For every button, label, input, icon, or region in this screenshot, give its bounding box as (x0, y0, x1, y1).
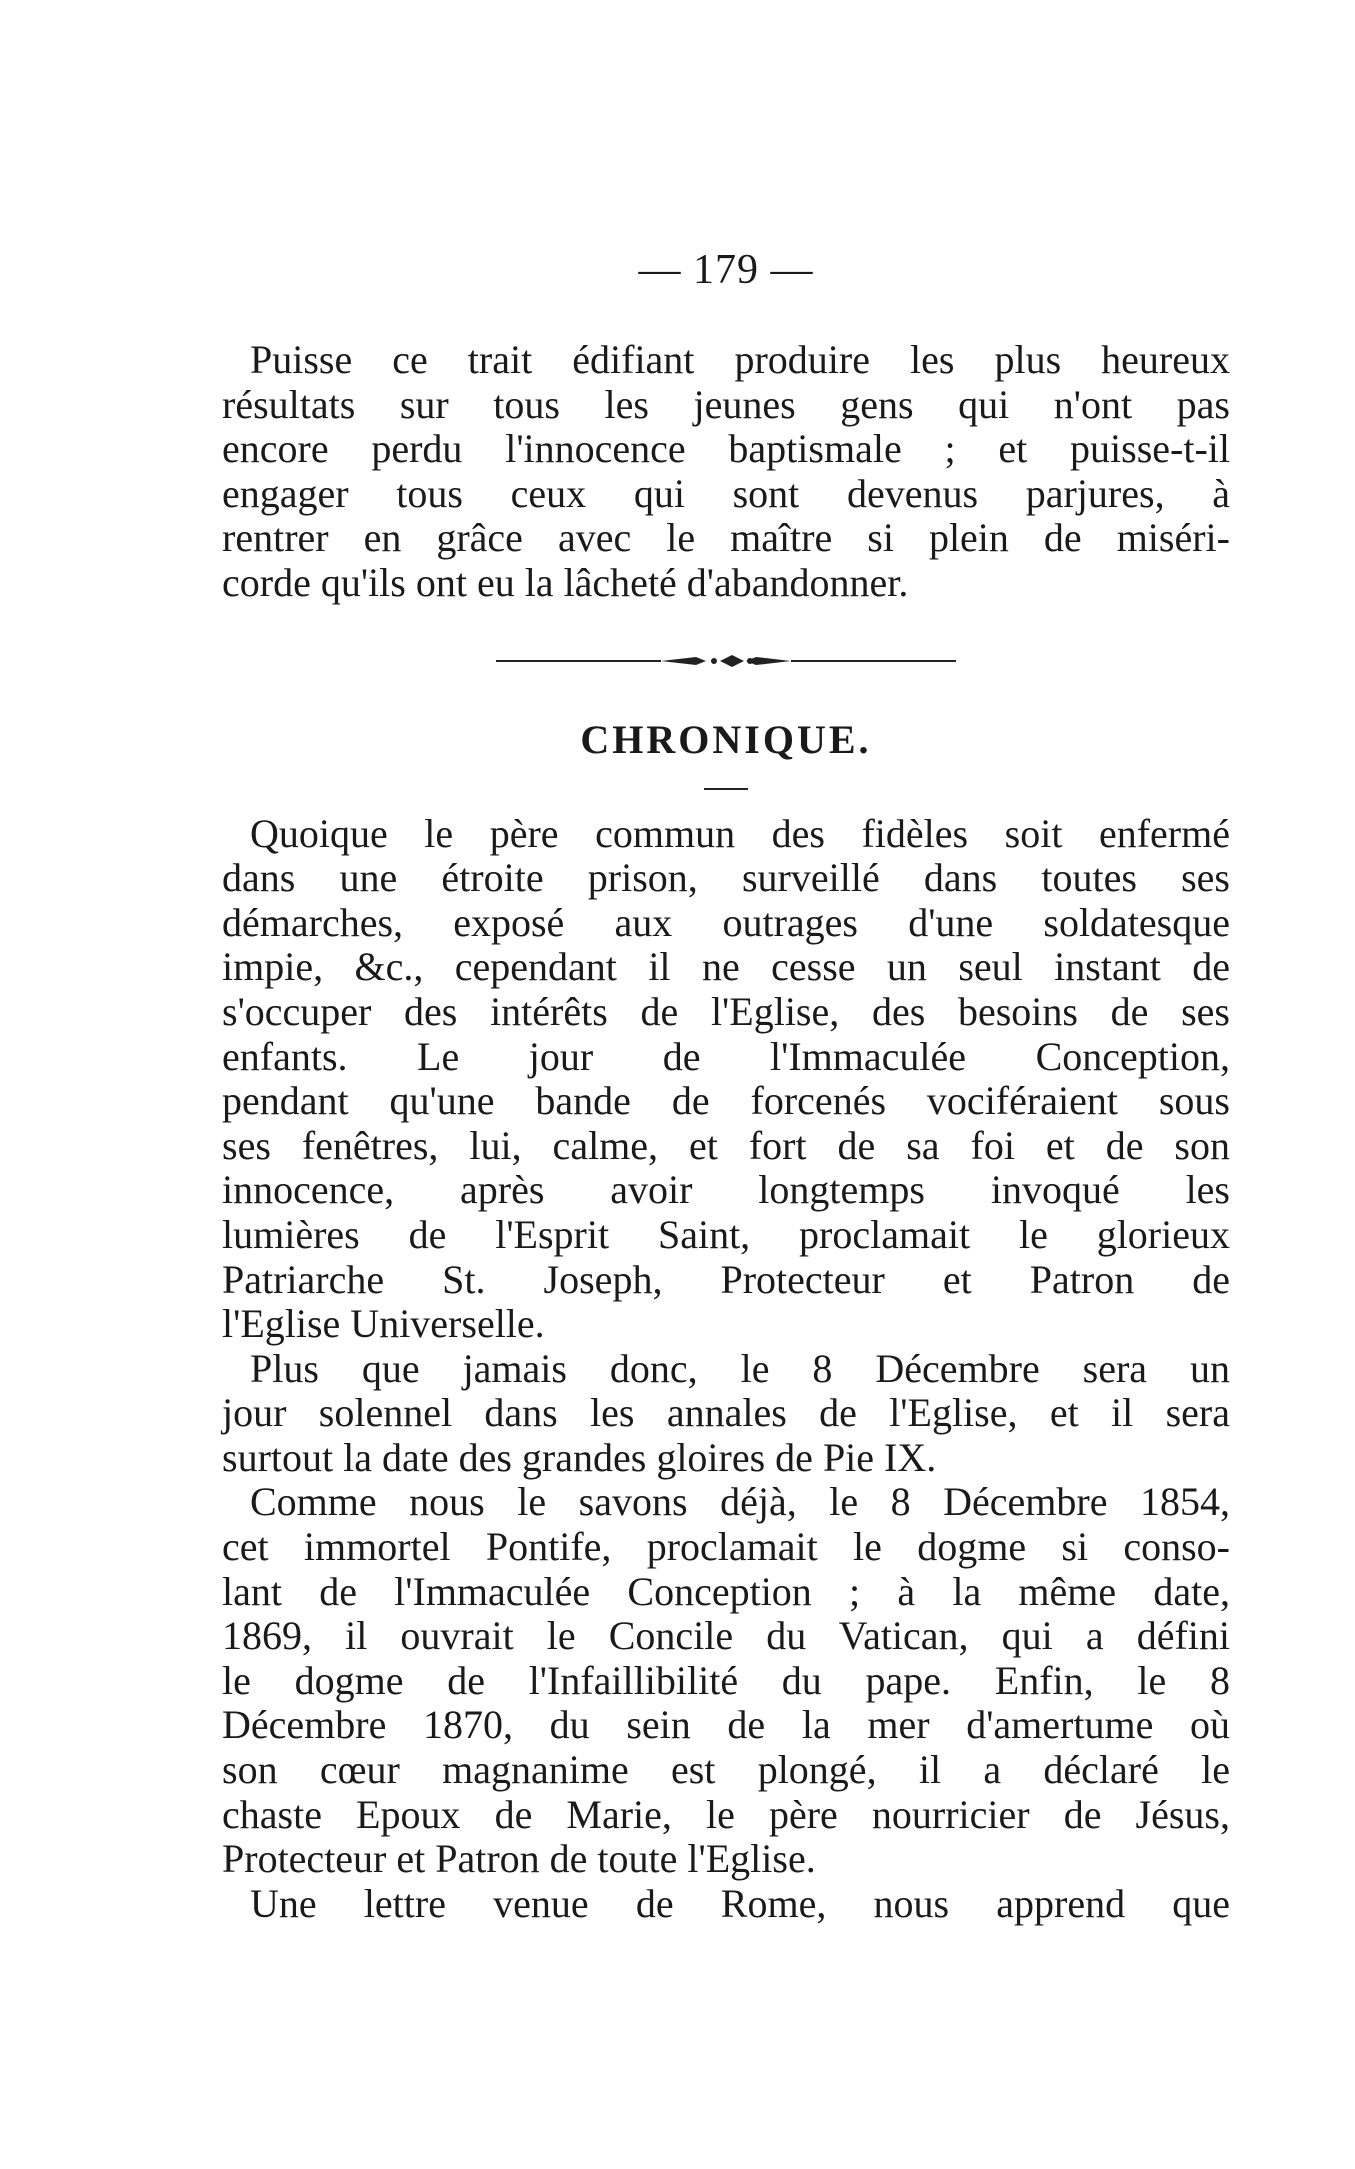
text-line: chaste Epoux de Marie, le père nourricier de Jésus, (222, 1791, 1230, 1837)
chronique-paragraph-1 (222, 812, 1230, 1347)
text-line: ses fenêtres, lui, calme, et fort de sa foi et de son (222, 1122, 1230, 1168)
page-number: — 179 — (638, 247, 814, 293)
text-line: Plus que jamais donc, le 8 Décembre sera un (250, 1345, 1230, 1391)
text-line: surtout la date des grandes gloires de Pie IX. (222, 1434, 937, 1480)
text-line: démarches, exposé aux outrages d'une soldatesque (222, 899, 1230, 945)
text-line: 1869, il ouvrait le Concile du Vatican, qui a défini (222, 1613, 1230, 1659)
chronique-paragraph-3 (222, 1480, 1230, 1881)
decorative-rule-ornament (496, 646, 956, 676)
text-line: s'occuper des intérêts de l'Eglise, des besoins de ses (222, 988, 1230, 1034)
section-title: CHRONIQUE. (580, 716, 872, 762)
text-line: cet immortel Pontife, proclamait le dogme si conso- (222, 1524, 1230, 1570)
document-page (222, 240, 1230, 1926)
text-line: l'Eglise Universelle. (222, 1301, 545, 1347)
text-line: Une lettre venue de Rome, nous apprend que (250, 1880, 1230, 1926)
text-line: Protecteur et Patron de toute l'Eglise. (222, 1836, 816, 1882)
text-line: Patriarche St. Joseph, Protecteur et Patron de (222, 1256, 1230, 1302)
text-line: engager tous ceux qui sont devenus parjures, à (222, 470, 1230, 516)
short-divider (704, 788, 748, 790)
text-line: Comme nous le savons déjà, le 8 Décembre 1854, (250, 1479, 1230, 1525)
text-line: enfants. Le jour de l'Immaculée Conception, (222, 1033, 1230, 1079)
chronique-paragraph-2 (222, 1347, 1230, 1481)
text-line: Puisse ce trait édifiant produire les plus heureux (250, 337, 1230, 382)
text-line: encore perdu l'innocence baptismale ; et puisse-t-il (222, 426, 1230, 472)
text-line: rentrer en grâce avec le maître si plein de miséri- (222, 515, 1230, 561)
text-line: impie, &c., cependant il ne cesse un seul instant de (222, 944, 1230, 990)
text-line: lumières de l'Esprit Saint, proclamait le glorieux (222, 1211, 1230, 1257)
text-line: dans une étroite prison, surveillé dans toutes ses (222, 855, 1230, 901)
intro-paragraph (222, 338, 1230, 606)
text-line: lant de l'Immaculée Conception ; à la même date, (222, 1568, 1230, 1614)
text-line: innocence, après avoir longtemps invoqué les (222, 1167, 1230, 1213)
text-line: son cœur magnanime est plongé, il a déclaré le (222, 1747, 1230, 1793)
text-line: pendant qu'une bande de forcenés vociféraient sous (222, 1078, 1230, 1124)
text-line: Quoique le père commun des fidèles soit enfermé (250, 810, 1230, 856)
text-line: le dogme de l'Infaillibilité du pape. Enfin, le 8 (222, 1657, 1230, 1703)
chronique-paragraph-4 (222, 1882, 1230, 1927)
text-line: corde qu'ils ont eu la lâcheté d'abandonner. (222, 559, 909, 605)
text-line: jour solennel dans les annales de l'Eglise, et il sera (222, 1390, 1230, 1436)
text-line: résultats sur tous les jeunes gens qui n'ont pas (222, 381, 1230, 427)
text-line: Décembre 1870, du sein de la mer d'amertume où (222, 1702, 1230, 1748)
